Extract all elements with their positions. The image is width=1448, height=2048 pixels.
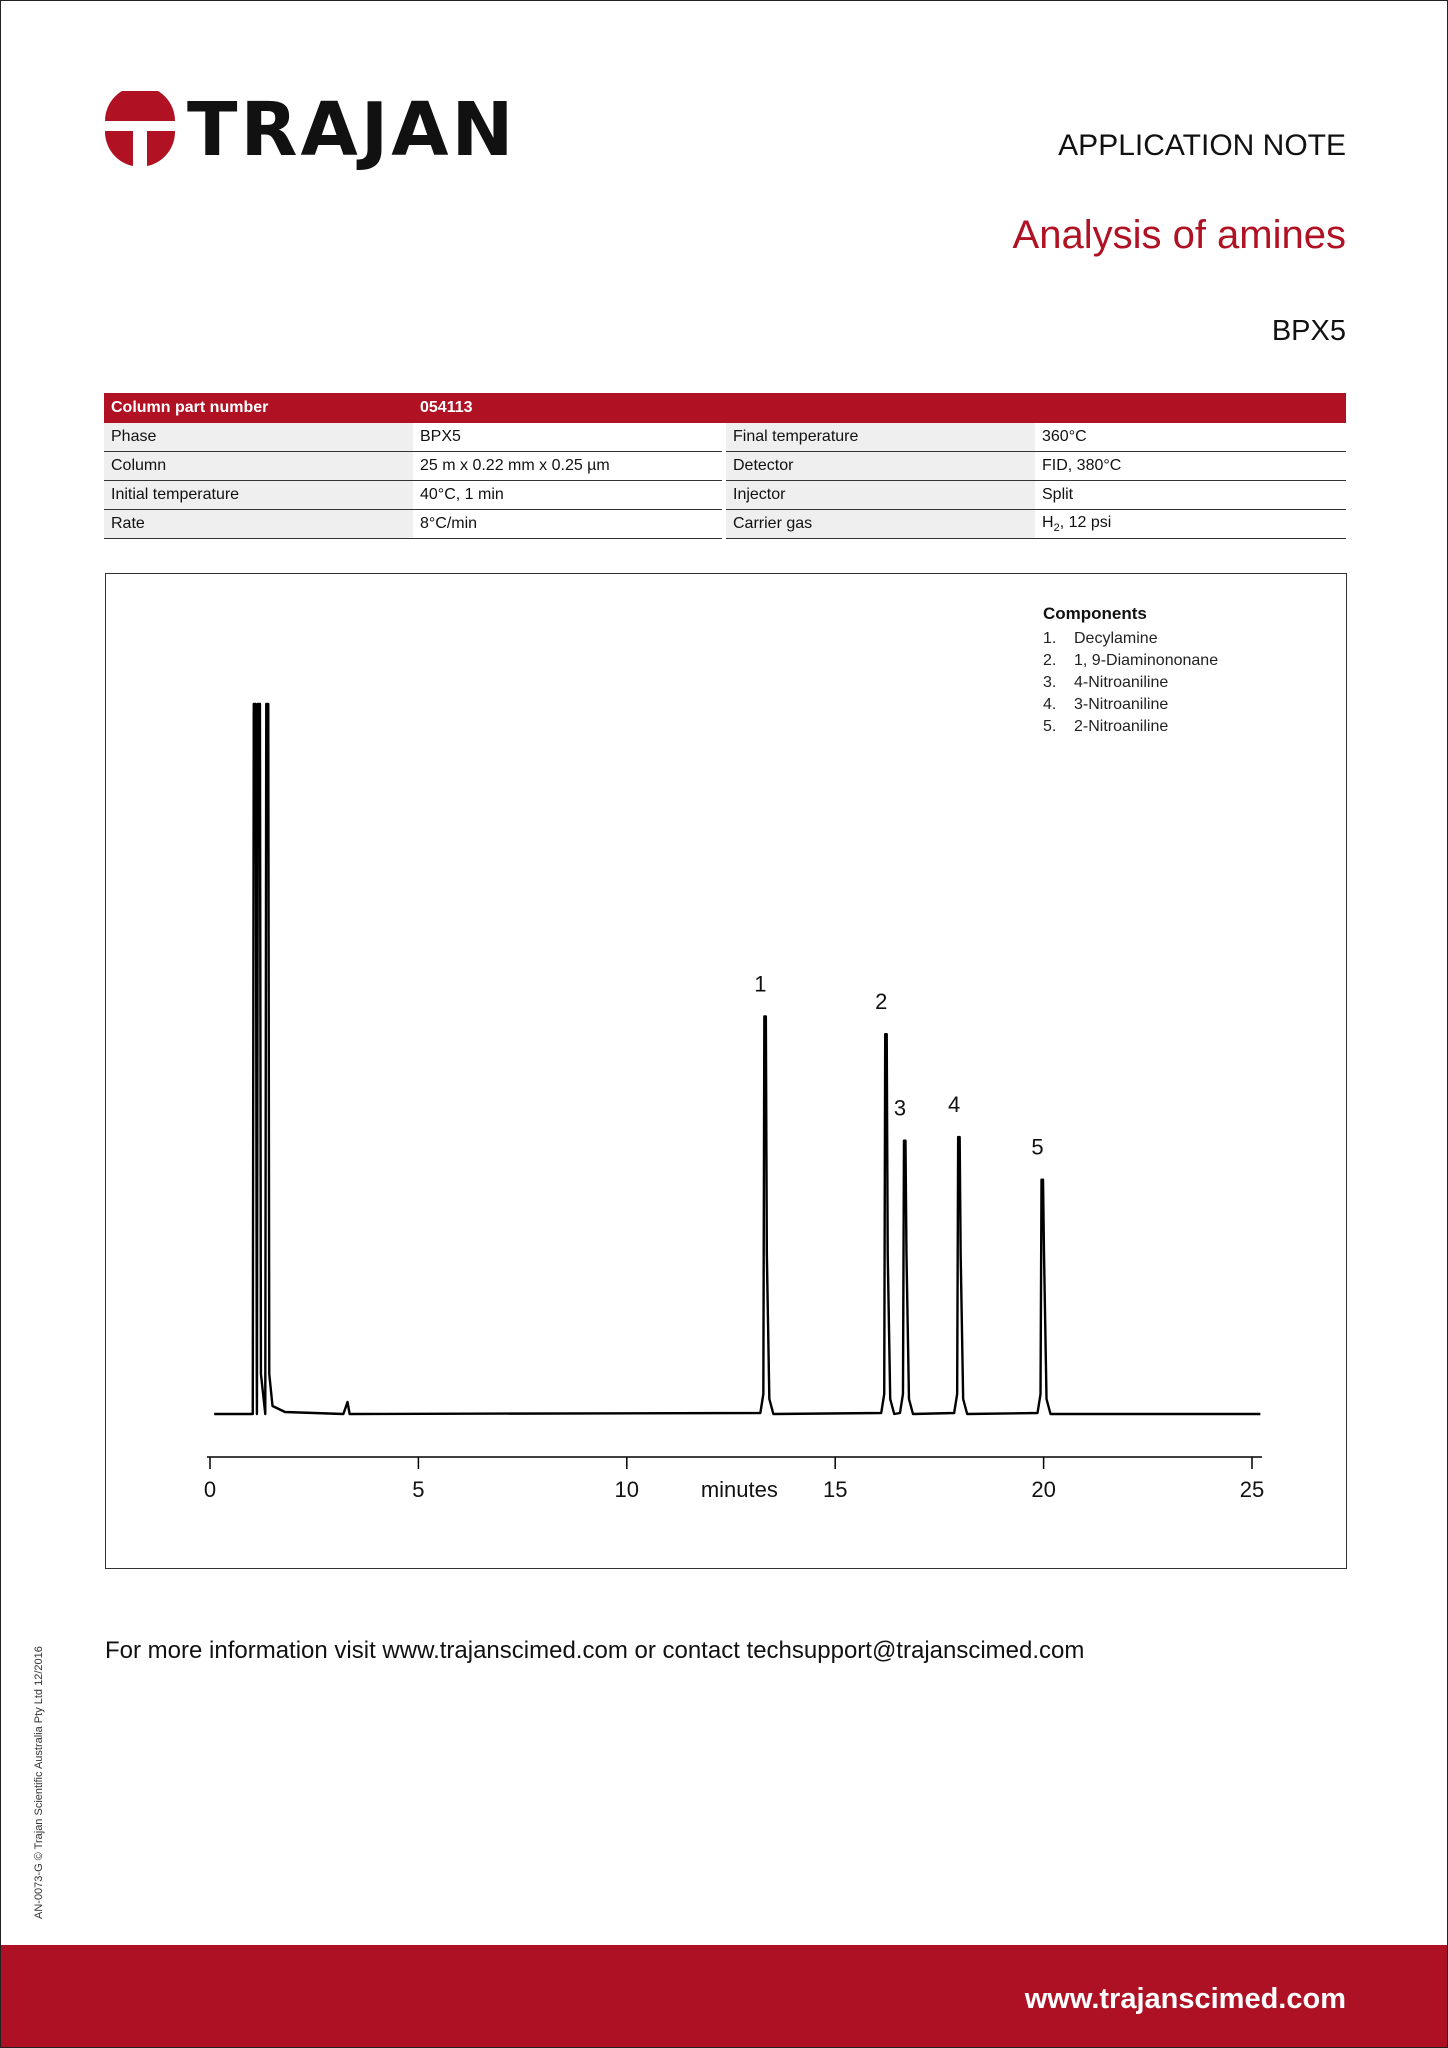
legend-item-number: 4. (1043, 696, 1057, 713)
param-label: Rate (104, 510, 413, 539)
part-number-value: 054113 (413, 393, 1346, 423)
peak-label: 1 (754, 971, 767, 997)
carrier-gas-symbol: H (1042, 513, 1054, 531)
legend-item (1043, 716, 1218, 738)
brand-wordmark: TRAJAN (187, 87, 517, 173)
peak-label: 5 (1031, 1134, 1044, 1160)
x-tick-label: 25 (1239, 1477, 1265, 1502)
param-value: Split (1035, 481, 1346, 510)
param-label: Initial temperature (104, 481, 413, 510)
x-tick-label: 10 (614, 1477, 640, 1502)
peak-label: 3 (893, 1095, 907, 1121)
param-label: Injector (726, 481, 1035, 510)
legend-item (1043, 650, 1218, 672)
legend-item (1043, 628, 1218, 650)
legend-item (1043, 672, 1218, 694)
table-row (104, 481, 1346, 510)
param-value: 360°C (1035, 423, 1346, 452)
param-label: Phase (104, 423, 413, 452)
chromatogram-trace (214, 704, 1260, 1414)
table-row (104, 452, 1346, 481)
legend-title: Components (1043, 604, 1147, 623)
footer-website-link[interactable]: www.trajanscimed.com (1024, 1983, 1346, 2015)
product-name: BPX5 (1271, 315, 1346, 347)
param-value: 40°C, 1 min (413, 481, 722, 510)
copyright-note: AN-0073-G © Trajan Scientific Australia Pty Ltd 12/2016 (33, 1646, 45, 1919)
legend-item (1043, 694, 1218, 716)
param-value: 25 m x 0.22 mm x 0.25 µm (413, 452, 722, 481)
param-value: 8°C/min (413, 510, 722, 539)
param-label: Column (104, 452, 413, 481)
param-label: Carrier gas (726, 510, 1035, 539)
peak-label: 2 (875, 989, 888, 1015)
table-row (104, 510, 1346, 539)
x-axis-label: minutes (700, 1477, 778, 1502)
table-header-row (104, 393, 1346, 423)
carrier-gas-subscript: 2 (1053, 522, 1060, 535)
x-tick-label: 15 (822, 1477, 848, 1502)
trajan-t-logo-icon (103, 91, 177, 167)
legend-item-name: 3-Nitroaniline (1074, 696, 1169, 713)
components-legend (1043, 604, 1218, 738)
part-number-label: Column part number (104, 393, 413, 423)
legend-item-number: 1. (1043, 630, 1057, 647)
x-tick-label: 20 (1031, 1477, 1056, 1502)
carrier-gas-pressure: , 12 psi (1059, 513, 1112, 531)
table-row (104, 423, 1346, 452)
legend-item-number: 5. (1043, 718, 1057, 735)
param-value: BPX5 (413, 423, 722, 452)
legend-item-name: 2-Nitroaniline (1074, 718, 1169, 735)
legend-item-number: 3. (1043, 674, 1057, 691)
x-tick-label: 0 (203, 1477, 217, 1502)
param-label: Final temperature (726, 423, 1035, 452)
legend-item-number: 2. (1043, 652, 1057, 669)
peak-label: 4 (948, 1092, 961, 1118)
x-tick-label: 5 (412, 1477, 425, 1502)
chromatogram-chart (105, 573, 1347, 1569)
param-value (1035, 510, 1346, 539)
page-title: Analysis of amines (1012, 213, 1346, 257)
contact-information: For more information visit www.trajanscimed.com or contact techsupport@trajanscimed.com (105, 1637, 1085, 1664)
legend-item-name: 1, 9-Diaminononane (1074, 652, 1219, 669)
legend-item-name: 4-Nitroaniline (1074, 674, 1169, 691)
param-value: FID, 380°C (1035, 452, 1346, 481)
document-type-label: APPLICATION NOTE (1058, 129, 1346, 162)
column-parameters-table (104, 393, 1346, 539)
param-label: Detector (726, 452, 1035, 481)
legend-item-name: Decylamine (1074, 630, 1158, 647)
footer-bar (1, 1945, 1447, 2047)
